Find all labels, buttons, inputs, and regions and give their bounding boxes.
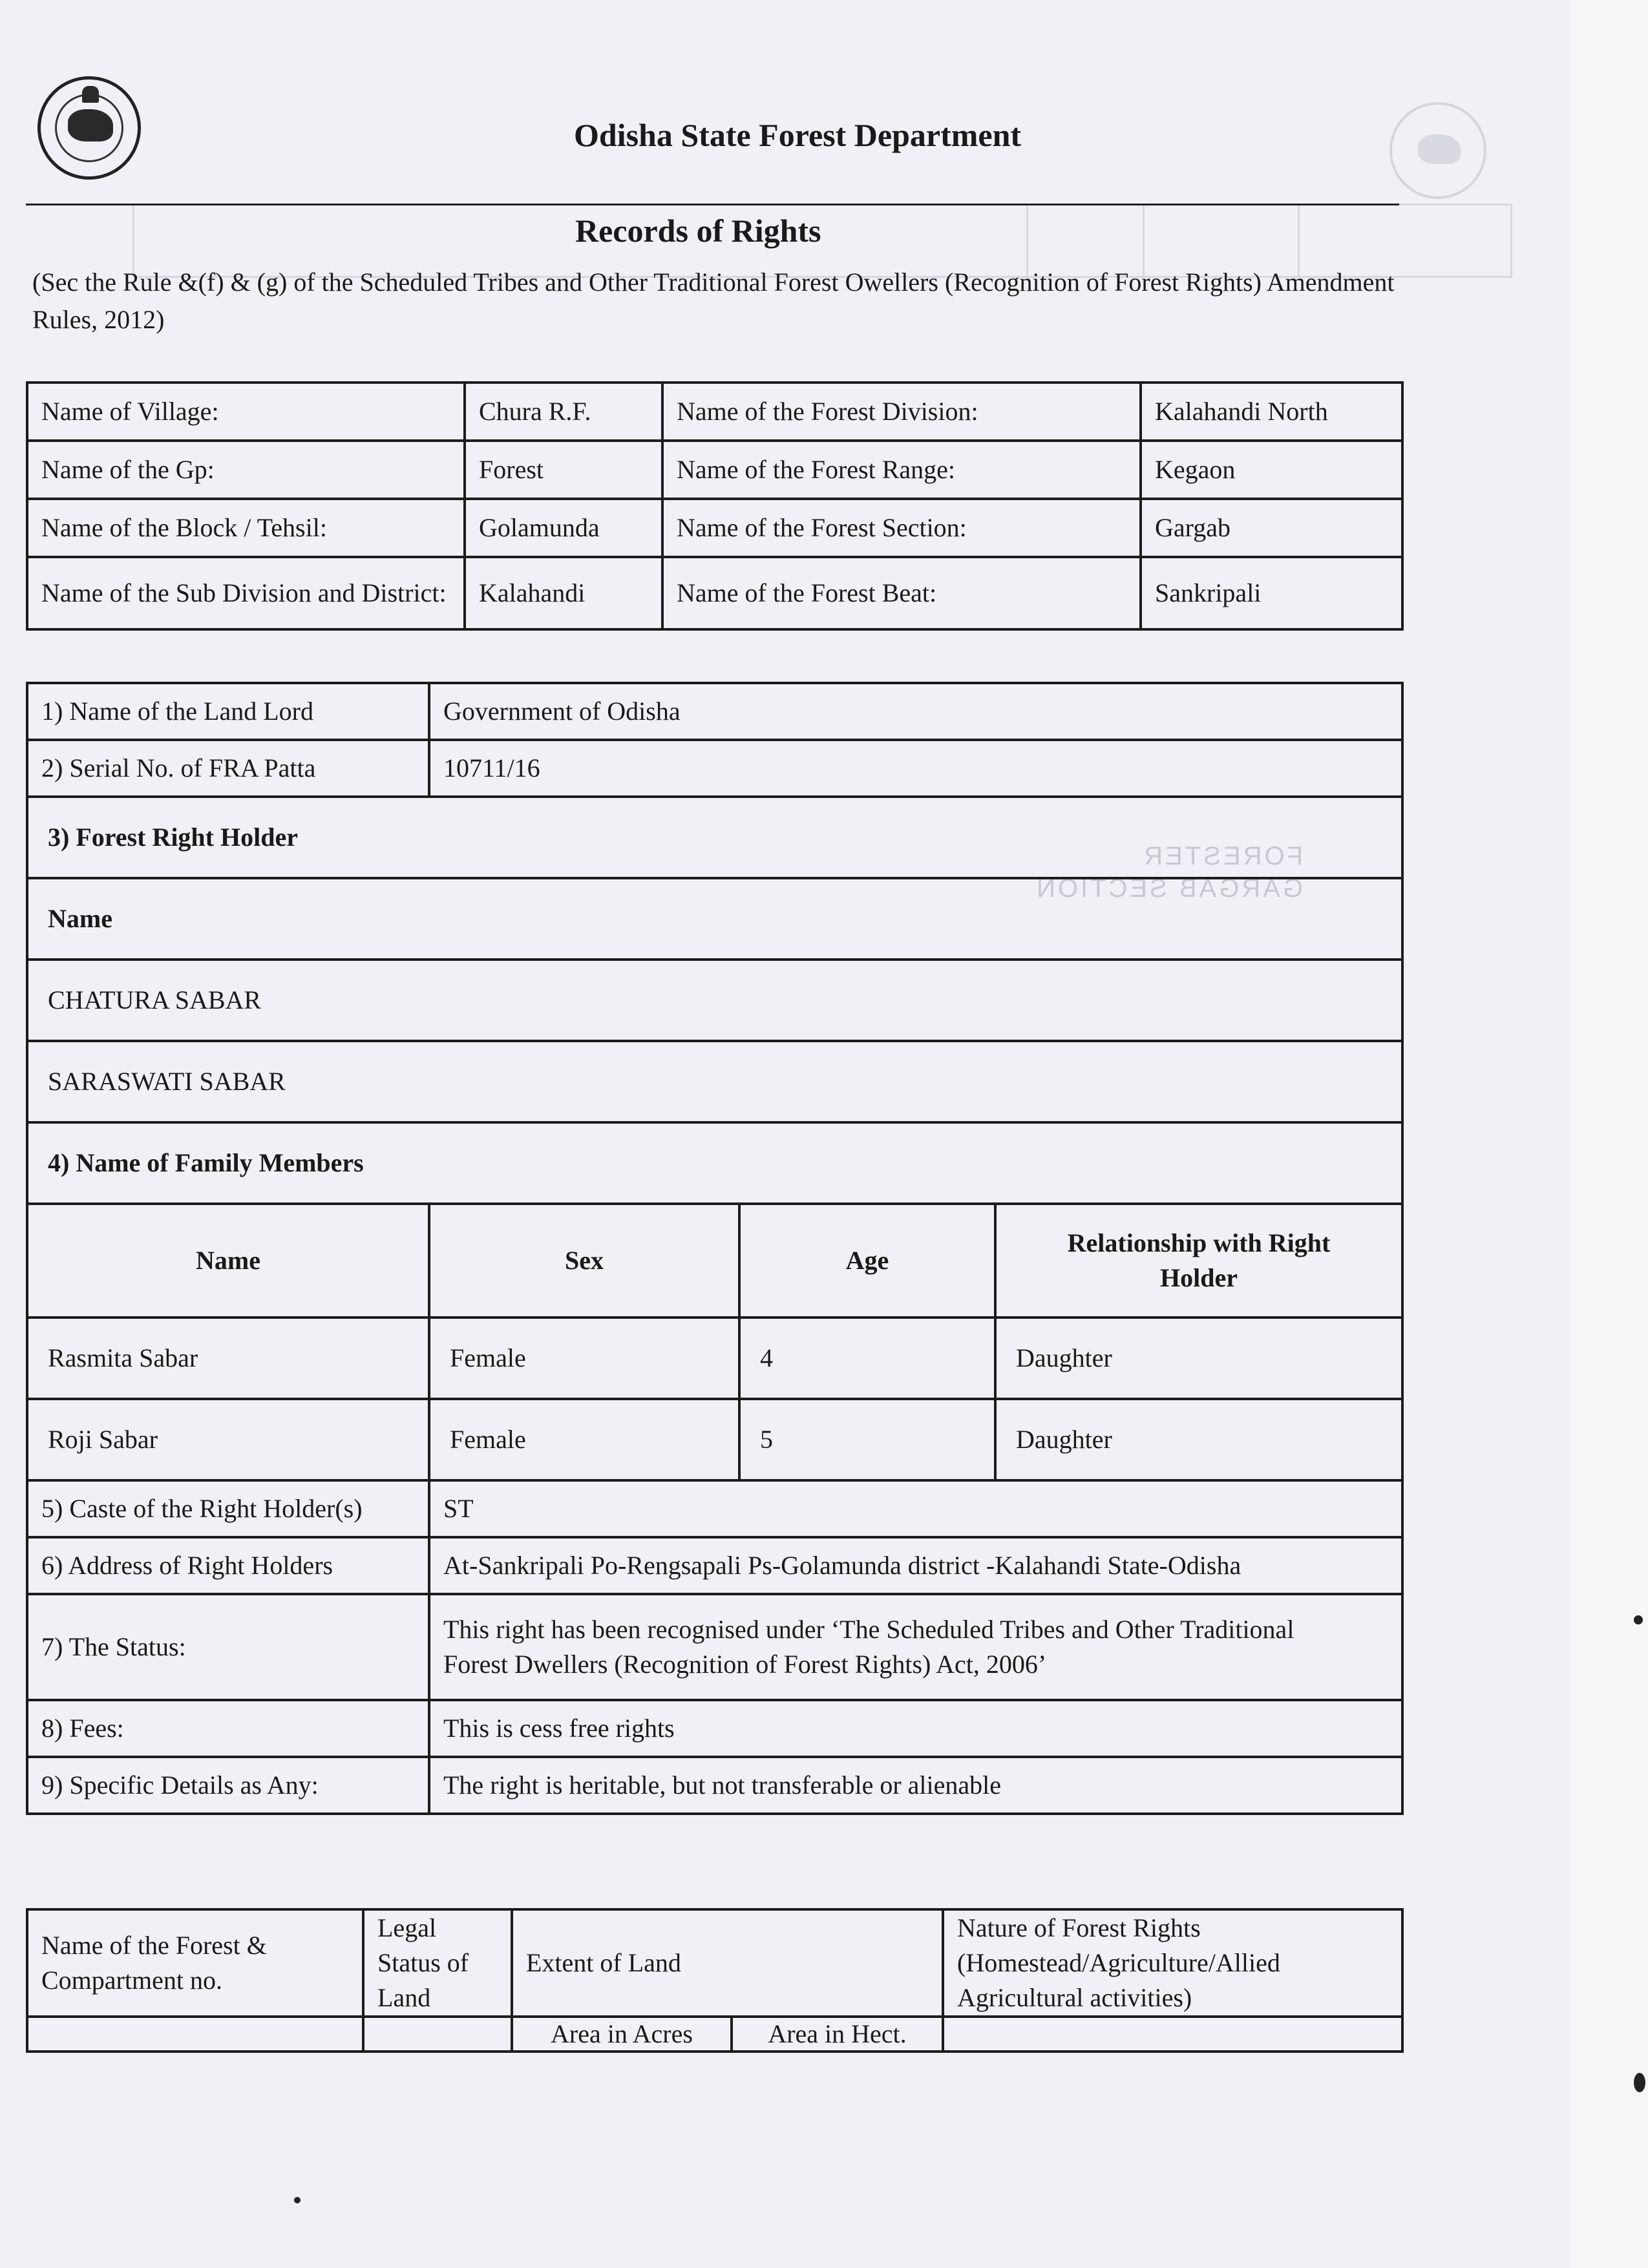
member-relation: Daughter bbox=[995, 1318, 1402, 1399]
page-mark bbox=[294, 2197, 301, 2203]
fees-row bbox=[27, 1700, 1402, 1757]
holder-name: CHATURA SABAR bbox=[27, 960, 1402, 1041]
status-value bbox=[429, 1594, 1402, 1700]
department-title: Odisha State Forest Department bbox=[574, 117, 1022, 153]
page-title: Records of Rights bbox=[575, 213, 821, 249]
location-label: Name of the Sub Division and District: bbox=[27, 557, 465, 629]
holder-row bbox=[27, 960, 1402, 1041]
address-label: 6) Address of Right Holders bbox=[27, 1537, 429, 1594]
holder-heading: 3) Forest Right Holder bbox=[27, 797, 1402, 878]
location-table bbox=[26, 381, 1404, 631]
caste-row bbox=[27, 1480, 1402, 1537]
family-col-age: Age bbox=[739, 1204, 995, 1318]
family-heading: 4) Name of Family Members bbox=[27, 1122, 1402, 1204]
holder-heading-row bbox=[27, 797, 1402, 878]
caste-label: 5) Caste of the Right Holder(s) bbox=[27, 1480, 429, 1537]
fees-label: 8) Fees: bbox=[27, 1700, 429, 1757]
member-name: Rasmita Sabar bbox=[27, 1318, 429, 1399]
location-value: Chura R.F. bbox=[465, 383, 662, 441]
serial-row bbox=[27, 740, 1402, 797]
location-value: Kalahandi bbox=[465, 557, 662, 629]
serial-label: 2) Serial No. of FRA Patta bbox=[27, 740, 429, 797]
family-col-sex: Sex bbox=[429, 1204, 739, 1318]
col-area-hect: Area in Hect. bbox=[732, 2017, 943, 2052]
location-label: Name of the Forest Range: bbox=[662, 441, 1141, 499]
location-value: Kalahandi North bbox=[1141, 383, 1402, 441]
family-member-row bbox=[27, 1318, 1402, 1399]
family-col-relationship: Relationship with Right Holder bbox=[995, 1204, 1402, 1318]
name-heading: Name bbox=[27, 878, 1402, 960]
holder-row bbox=[27, 1041, 1402, 1122]
land-lord-label: 1) Name of the Land Lord bbox=[27, 683, 429, 740]
location-row bbox=[27, 557, 1402, 629]
empty-cell bbox=[943, 2017, 1402, 2052]
family-header-row bbox=[27, 1204, 1402, 1318]
family-member-row bbox=[27, 1399, 1402, 1480]
location-value: Sankripali bbox=[1141, 557, 1402, 629]
col-nature-of-rights: Nature of Forest Rights (Homestead/Agriculture/Allied Agricultural activities) bbox=[943, 1909, 1402, 2017]
page-margin bbox=[1570, 0, 1648, 2268]
member-sex: Female bbox=[429, 1399, 739, 1480]
specific-row bbox=[27, 1757, 1402, 1814]
land-table bbox=[26, 1908, 1404, 2053]
rule-reference: (Sec the Rule &(f) & (g) of the Scheduled Tribes and Other Traditional Forest Owellers (Recognition of Forest Rights) Amendment Rules, 2012) bbox=[32, 268, 1395, 334]
holder-name: SARASWATI SABAR bbox=[27, 1041, 1402, 1122]
status-row bbox=[27, 1594, 1402, 1700]
caste-value: ST bbox=[429, 1480, 1402, 1537]
serial-value: 10711/16 bbox=[429, 740, 1402, 797]
col-area-acres: Area in Acres bbox=[512, 2017, 732, 2052]
status-line: Forest Dwellers (Recognition of Forest Rights) Act, 2006’ bbox=[443, 1650, 1047, 1679]
page-mark bbox=[1634, 1615, 1643, 1624]
page-mark bbox=[1634, 2073, 1645, 2092]
holder-name-heading-row bbox=[27, 878, 1402, 960]
member-relation: Daughter bbox=[995, 1399, 1402, 1480]
location-label: Name of Village: bbox=[27, 383, 465, 441]
location-value: Forest bbox=[465, 441, 662, 499]
odisha-emblem-icon bbox=[37, 76, 141, 180]
family-col-name: Name bbox=[27, 1204, 429, 1318]
location-value: Kegaon bbox=[1141, 441, 1402, 499]
location-label: Name of the Forest Beat: bbox=[662, 557, 1141, 629]
location-row bbox=[27, 383, 1402, 441]
land-subheader-row bbox=[27, 2017, 1402, 2052]
location-row bbox=[27, 441, 1402, 499]
address-value: At-Sankripali Po-Rengsapali Ps-Golamunda district -Kalahandi State-Odisha bbox=[429, 1537, 1402, 1594]
location-label: Name of the Forest Division: bbox=[662, 383, 1141, 441]
specific-value: The right is heritable, but not transferable or alienable bbox=[429, 1757, 1402, 1814]
status-label: 7) The Status: bbox=[27, 1594, 429, 1700]
land-lord-row bbox=[27, 683, 1402, 740]
fees-value: This is cess free rights bbox=[429, 1700, 1402, 1757]
land-lord-value: Government of Odisha bbox=[429, 683, 1402, 740]
location-value: Gargab bbox=[1141, 499, 1402, 557]
location-label: Name of the Block / Tehsil: bbox=[27, 499, 465, 557]
location-value: Golamunda bbox=[465, 499, 662, 557]
address-row bbox=[27, 1537, 1402, 1594]
member-age: 5 bbox=[739, 1399, 995, 1480]
location-label: Name of the Gp: bbox=[27, 441, 465, 499]
empty-cell bbox=[363, 2017, 512, 2052]
location-row bbox=[27, 499, 1402, 557]
member-name: Roji Sabar bbox=[27, 1399, 429, 1480]
bleed-through-stamp: FORESTER GARGAB SECTION bbox=[1034, 842, 1304, 903]
location-label: Name of the Forest Section: bbox=[662, 499, 1141, 557]
header-divider bbox=[26, 204, 1399, 205]
status-line: This right has been recognised under ‘The Scheduled Tribes and Other Traditional bbox=[443, 1615, 1294, 1644]
land-header-row bbox=[27, 1909, 1402, 2017]
col-forest-compartment: Name of the Forest & Compartment no. bbox=[27, 1909, 363, 2017]
member-sex: Female bbox=[429, 1318, 739, 1399]
specific-label: 9) Specific Details as Any: bbox=[27, 1757, 429, 1814]
col-extent-of-land: Extent of Land bbox=[512, 1909, 943, 2017]
family-heading-row bbox=[27, 1122, 1402, 1204]
col-legal-status: Legal Status of Land bbox=[363, 1909, 512, 2017]
rights-details-table bbox=[26, 682, 1404, 1815]
member-age: 4 bbox=[739, 1318, 995, 1399]
faint-emblem-icon bbox=[1389, 102, 1486, 199]
empty-cell bbox=[27, 2017, 363, 2052]
